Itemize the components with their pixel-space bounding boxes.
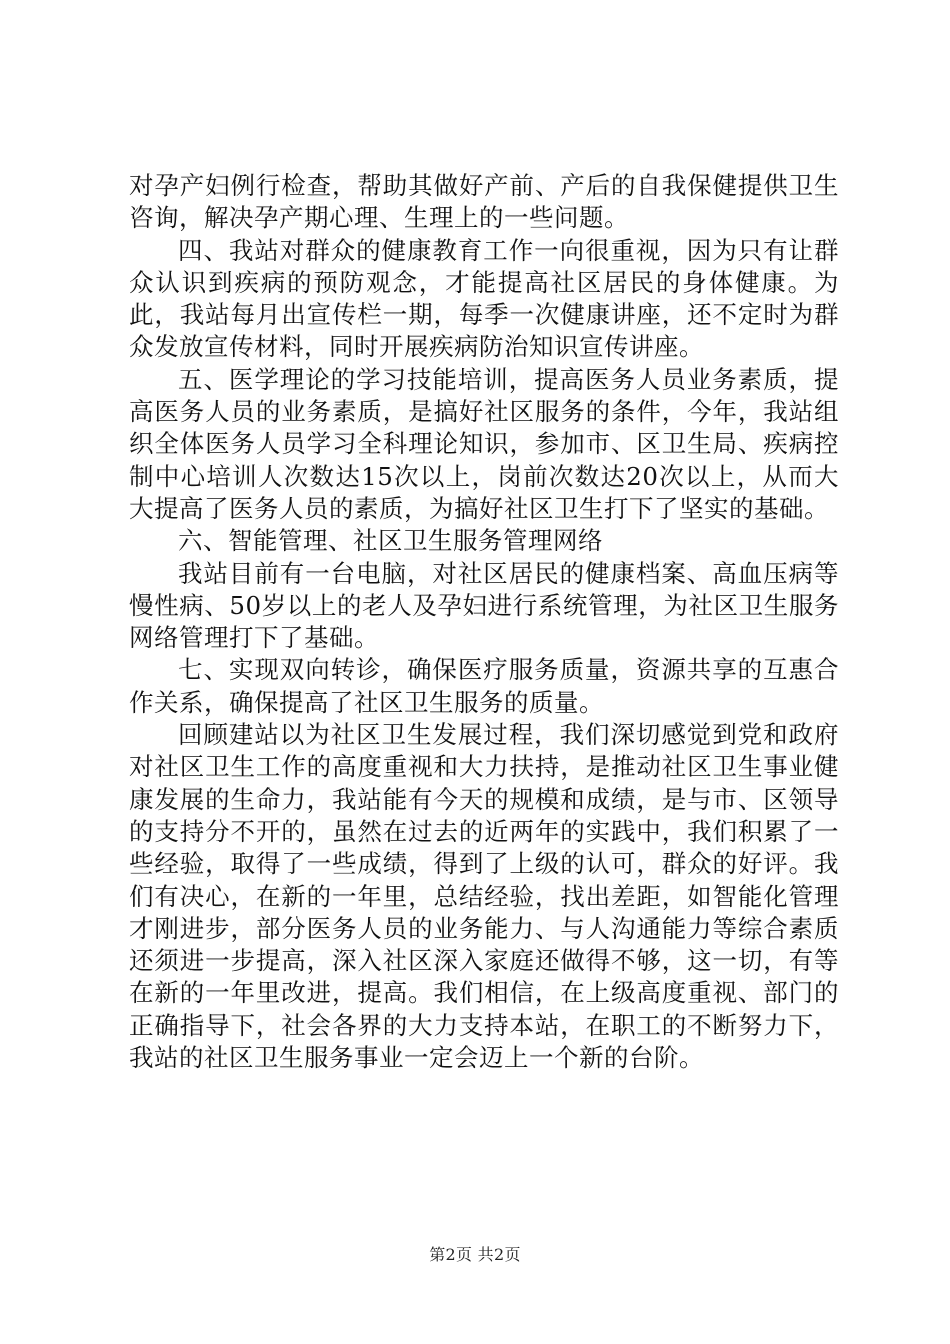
page-footer — [0, 1245, 950, 1265]
paragraph-referral: 七、实现双向转诊，确保医疗服务质量，资源共享的互惠合作关系，确保提高了社区卫生服务的质量。 — [129, 655, 839, 717]
paragraph-computer-management: 我站目前有一台电脑，对社区居民的健康档案、高血压病等慢性病、50岁以上的老人及孕妇进行系统管理，为社区卫生服务网络管理打下了基础。 — [129, 558, 839, 653]
paragraph-training: 五、医学理论的学习技能培训，提高医务人员业务素质，提高医务人员的业务素质，是搞好社区服务的条件，今年，我站组织全体医务人员学习全科理论知识，参加市、区卫生局、疾病控制中心培训人次数达15次以上，岗前次数达20次以上，从而大大提高了医务人员的素质，为搞好社区卫生打下了坚实的基础。 — [129, 364, 839, 523]
document-body — [129, 170, 839, 1074]
paragraph-health-education: 四、我站对群众的健康教育工作一向很重视，因为只有让群众认识到疾病的预防观念，才能提高社区居民的身体健康。为此，我站每月出宣传栏一期，每季一次健康讲座，还不定时为群众发放宣传材料，同时开展疾病防治知识宣传讲座。 — [129, 235, 839, 362]
section-heading-network: 六、智能管理、社区卫生服务管理网络 — [178, 526, 603, 556]
paragraph-review: 回顾建站以为社区卫生发展过程，我们深切感觉到党和政府对社区卫生工作的高度重视和大力扶持，是推动社区卫生事业健康发展的生命力，我站能有今天的规模和成绩，是与市、区领导的支持分不开的，虽然在过去的近两年的实践中，我们积累了一些经验，取得了一些成绩，得到了上级的认可，群众的好评。我们有决心，在新的一年里，总结经验，找出差距，如智能化管理才刚进步，部分医务人员的业务能力、与人沟通能力等综合素质还须进一步提高，深入社区深入家庭还做得不够，这一切，有等在新的一年里改进，提高。我们相信，在上级高度重视、部门的正确指导下，社会各界的大力支持本站，在职工的不断努力下，我站的社区卫生服务事业一定会迈上一个新的台阶。 — [129, 720, 839, 1073]
page-number: 第2页 共2页 — [429, 1245, 521, 1264]
paragraph-continuation: 对孕产妇例行检查，帮助其做好产前、产后的自我保健提供卫生咨询，解决孕产期心理、生理上的一些问题。 — [129, 171, 839, 233]
